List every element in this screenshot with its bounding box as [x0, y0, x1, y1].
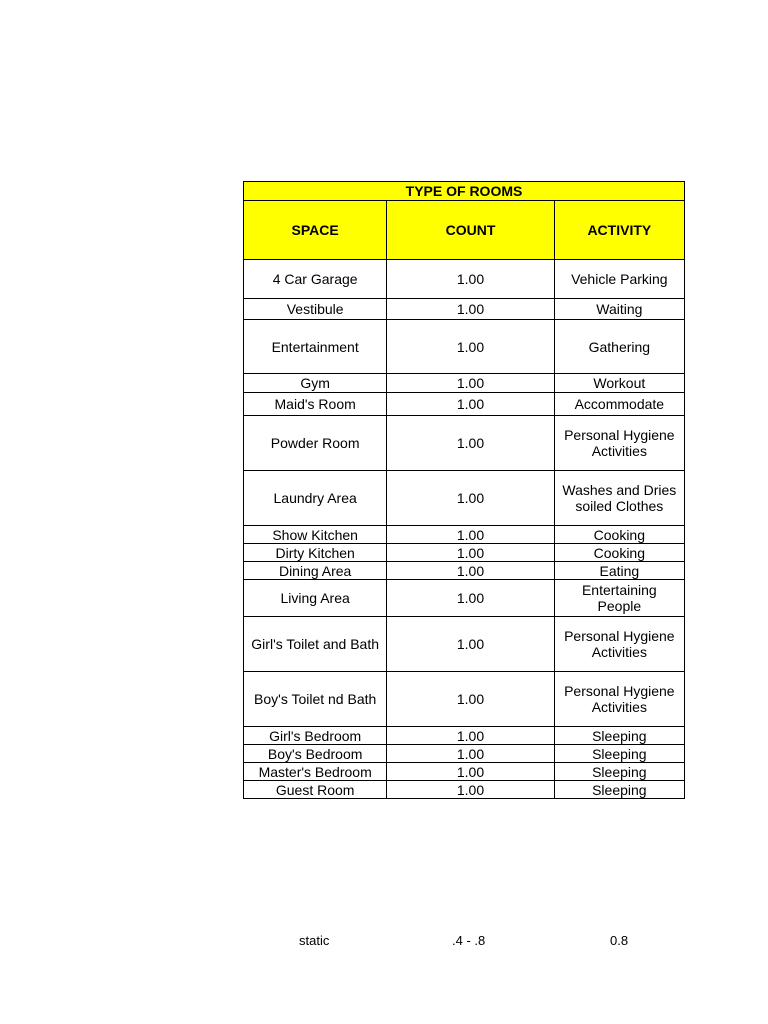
count-cell: 1.00 — [387, 617, 554, 672]
table-row — [244, 727, 685, 745]
activity-cell: Sleeping — [554, 781, 684, 799]
table-row — [244, 781, 685, 799]
header-space: SPACE — [244, 201, 387, 260]
table-row — [244, 471, 685, 526]
activity-cell: Workout — [554, 374, 684, 393]
activity-cell: Personal Hygiene Activities — [554, 672, 684, 727]
activity-cell: Sleeping — [554, 727, 684, 745]
activity-cell: Sleeping — [554, 763, 684, 781]
activity-cell: Waiting — [554, 299, 684, 320]
count-cell: 1.00 — [387, 320, 554, 374]
space-cell: Dining Area — [244, 562, 387, 580]
space-cell: Powder Room — [244, 416, 387, 471]
space-cell: Girl's Bedroom — [244, 727, 387, 745]
count-cell: 1.00 — [387, 763, 554, 781]
space-cell: Laundry Area — [244, 471, 387, 526]
space-cell: Vestibule — [244, 299, 387, 320]
count-cell: 1.00 — [387, 781, 554, 799]
header-activity: ACTIVITY — [554, 201, 684, 260]
table-row — [244, 580, 685, 617]
count-cell: 1.00 — [387, 544, 554, 562]
activity-cell: Gathering — [554, 320, 684, 374]
rooms-table — [243, 181, 685, 799]
count-cell: 1.00 — [387, 562, 554, 580]
space-cell: Master's Bedroom — [244, 763, 387, 781]
count-cell: 1.00 — [387, 526, 554, 544]
table-row — [244, 299, 685, 320]
space-cell: 4 Car Garage — [244, 260, 387, 299]
footer-static-label: static — [299, 933, 330, 948]
table-row — [244, 260, 685, 299]
title-row — [244, 182, 685, 201]
table-row — [244, 374, 685, 393]
activity-cell: Cooking — [554, 544, 684, 562]
footer-value-label: 0.8 — [610, 933, 629, 948]
count-cell: 1.00 — [387, 471, 554, 526]
header-count: COUNT — [387, 201, 554, 260]
count-cell: 1.00 — [387, 580, 554, 617]
activity-cell: Washes and Dries soiled Clothes — [554, 471, 684, 526]
activity-cell: Sleeping — [554, 745, 684, 763]
table-row — [244, 745, 685, 763]
footer-range-label: .4 - .8 — [452, 933, 486, 948]
table-row — [244, 562, 685, 580]
count-cell: 1.00 — [387, 727, 554, 745]
count-cell: 1.00 — [387, 416, 554, 471]
activity-cell: Personal Hygiene Activities — [554, 617, 684, 672]
space-cell: Girl's Toilet and Bath — [244, 617, 387, 672]
space-cell: Entertainment — [244, 320, 387, 374]
space-cell: Show Kitchen — [244, 526, 387, 544]
count-cell: 1.00 — [387, 672, 554, 727]
header-row — [244, 201, 685, 260]
count-cell: 1.00 — [387, 260, 554, 299]
count-cell: 1.00 — [387, 299, 554, 320]
activity-cell: Vehicle Parking — [554, 260, 684, 299]
table-row — [244, 763, 685, 781]
space-cell: Guest Room — [244, 781, 387, 799]
space-cell: Living Area — [244, 580, 387, 617]
count-cell: 1.00 — [387, 745, 554, 763]
table-row — [244, 617, 685, 672]
table-row — [244, 320, 685, 374]
space-cell: Maid's Room — [244, 393, 387, 416]
table-title: TYPE OF ROOMS — [244, 182, 685, 201]
table-row — [244, 416, 685, 471]
table-row — [244, 526, 685, 544]
table-row — [244, 544, 685, 562]
table-row — [244, 672, 685, 727]
space-cell: Boy's Toilet nd Bath — [244, 672, 387, 727]
space-cell: Boy's Bedroom — [244, 745, 387, 763]
activity-cell: Accommodate — [554, 393, 684, 416]
space-cell: Dirty Kitchen — [244, 544, 387, 562]
activity-cell: Cooking — [554, 526, 684, 544]
table-row — [244, 393, 685, 416]
activity-cell: Eating — [554, 562, 684, 580]
count-cell: 1.00 — [387, 393, 554, 416]
activity-cell: Personal Hygiene Activities — [554, 416, 684, 471]
count-cell: 1.00 — [387, 374, 554, 393]
space-cell: Gym — [244, 374, 387, 393]
activity-cell: Entertaining People — [554, 580, 684, 617]
